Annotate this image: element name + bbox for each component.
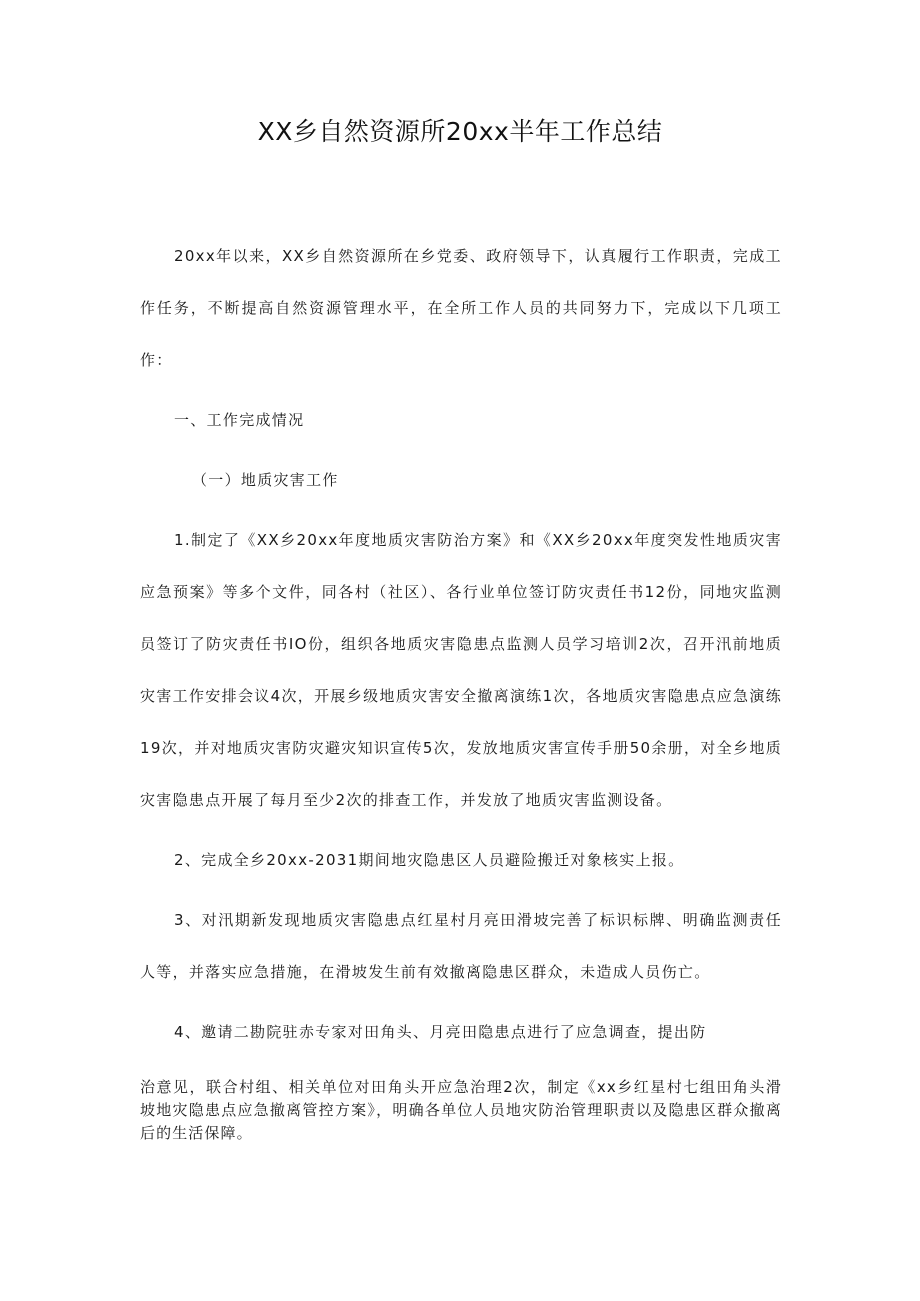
section-heading: 一、工作完成情况	[174, 411, 305, 429]
item-2-paragraph: 2、完成全乡20xx-2031期间地灾隐患区人员避险搬迁对象核实上报。	[174, 851, 685, 869]
item-4-paragraph-continued: 治意见，联合村组、相关单位对田角头开应急治理2次，制定《xx乡红星村七组田角头滑坡地灾隐患点应急撤离管控方案》，明确各单位人员地灾防治管理职责以及隐患区群众撤离后的生活保障。	[140, 1078, 782, 1142]
document-body	[140, 230, 782, 1145]
item-1-paragraph: 1.制定了《XX乡20xx年度地质灾害防治方案》和《XX乡20xx年度突发性地质灾害应急预案》等多个文件，同各村（社区）、各行业单位签订防灾责任书12份，同地灾监测员签订了防灾责任书IO份，组织各地质灾害隐患点监测人员学习培训2次，召开汛前地质灾害工作安排会议4次，开展乡级地质灾害安全撤离演练1次，各地质灾害隐患点应急演练19次，并对地质灾害防灾避灾知识宣传5次，发放地质灾害宣传手册50余册，对全乡地质灾害隐患点开展了每月至少2次的排查工作，并发放了地质灾害监测设备。	[140, 531, 782, 809]
item-3-paragraph: 3、对汛期新发现地质灾害隐患点红星村月亮田滑坡完善了标识标牌、明确监测责任人等，并落实应急措施，在滑坡发生前有效撤离隐患区群众，未造成人员伤亡。	[140, 911, 782, 981]
item-4-paragraph-start: 4、邀请二勘院驻赤专家对田角头、月亮田隐患点进行了应急调查，提出防	[174, 1023, 707, 1041]
page-title: XX乡自然资源所20xx半年工作总结	[257, 117, 663, 146]
intro-paragraph: 20xx年以来，XX乡自然资源所在乡党委、政府领导下，认真履行工作职责，完成工作任务，不断提高自然资源管理水平，在全所工作人员的共同努力下，完成以下几项工作：	[140, 247, 782, 369]
subsection-heading: （一）地质灾害工作	[192, 471, 339, 489]
